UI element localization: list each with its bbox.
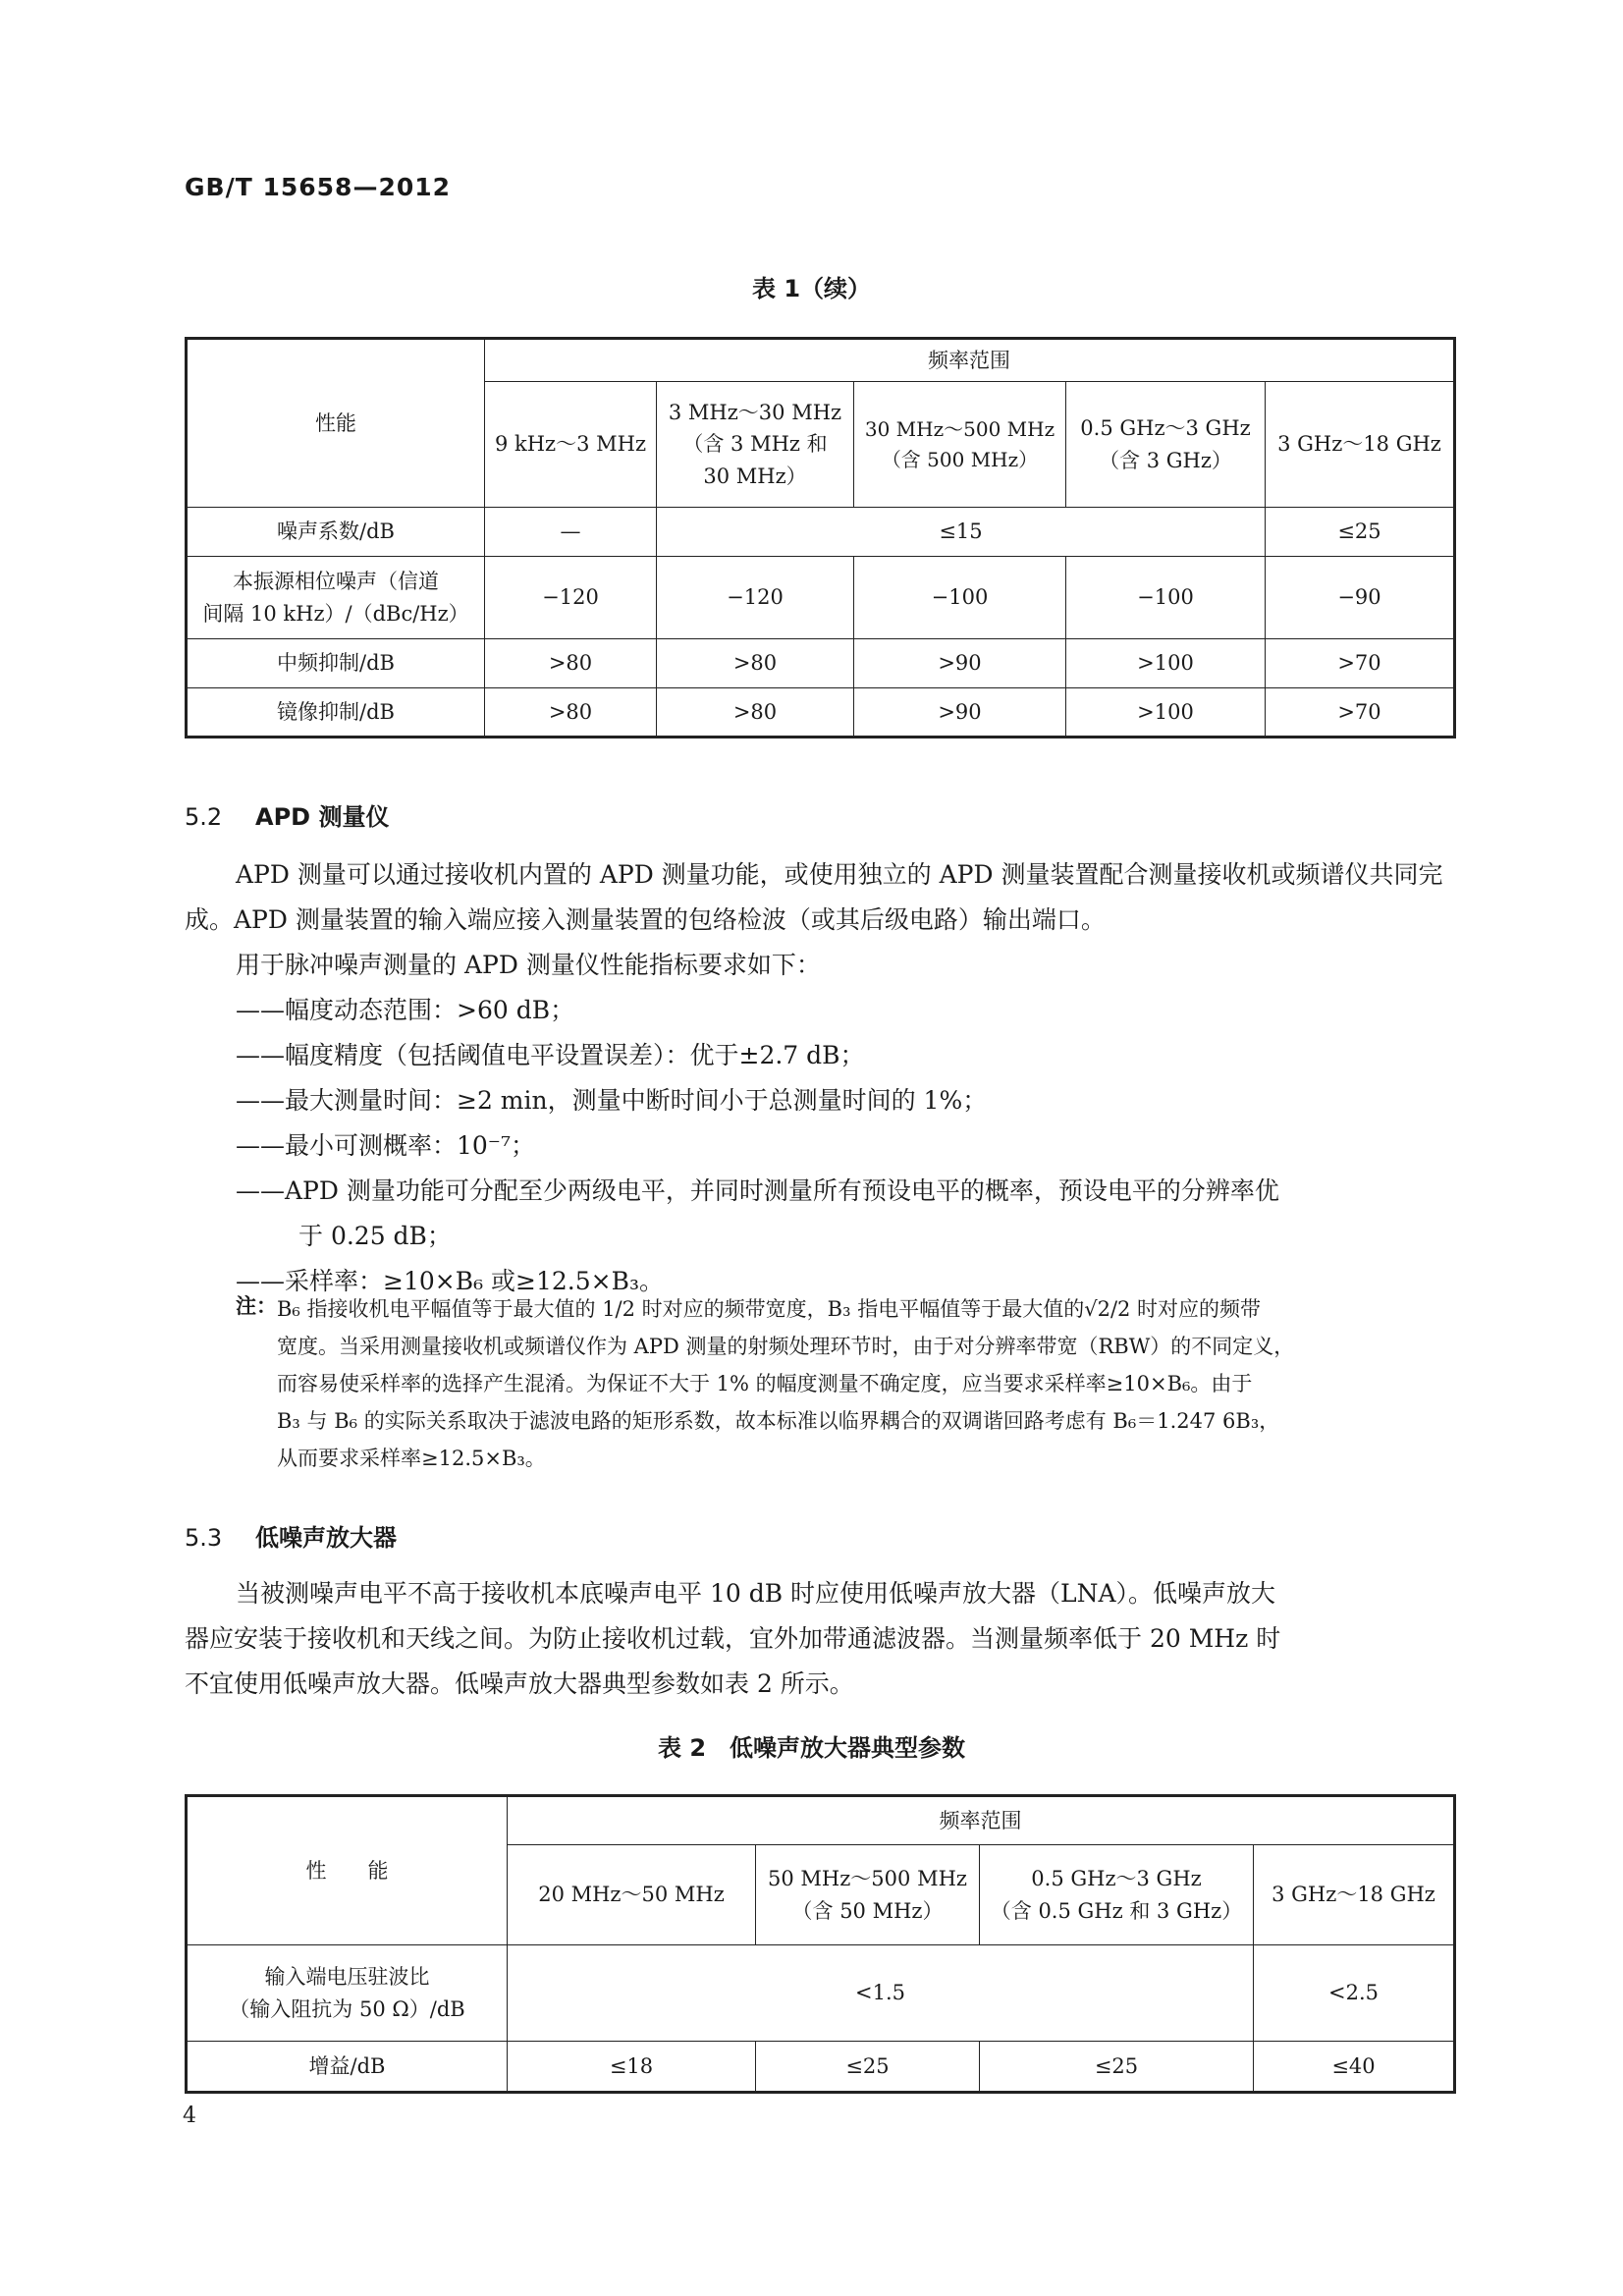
para-line: 器应安装于接收机和天线之间。为防止接收机过载，宜外加带通滤波器。当测量频率低于 20 MHz 时 — [185, 1624, 1281, 1653]
table2-caption: 表 2 低噪声放大器典型参数 — [657, 1734, 966, 1762]
table1-row-label: 噪声系数/dB — [187, 508, 485, 557]
table1-perf-header: 性能 — [187, 339, 485, 508]
section-title: APD 测量仪 — [255, 803, 390, 831]
table1-cell: >80 — [485, 688, 657, 738]
note-line: B₆ 指接收机电平幅值等于最大值的 1/2 时对应的频带宽度，B₃ 指电平幅值等于最大值的√2/2 时对应的频带 — [277, 1297, 1262, 1321]
table1-col-5: 3 GHz～18 GHz — [1266, 382, 1455, 508]
table1-cell: −100 — [1066, 557, 1266, 639]
apd-requirements-list — [236, 988, 1453, 1304]
page-number: 4 — [183, 2104, 196, 2128]
list-item: ——采样率：≥10×B₆ 或≥12.5×B₃。 — [236, 1267, 664, 1295]
table1-col-4: 0.5 GHz～3 GHz （含 3 GHz） — [1066, 382, 1266, 508]
table1-row-label: 本振源相位噪声（信道 间隔 10 kHz）/（dBc/Hz） — [187, 557, 485, 639]
table2-col-3: 0.5 GHz～3 GHz （含 0.5 GHz 和 3 GHz） — [980, 1845, 1254, 1945]
table2-col-2: 50 MHz～500 MHz （含 50 MHz） — [756, 1845, 980, 1945]
table1-cell: >80 — [657, 639, 854, 688]
list-item: ——最大测量时间：≥2 min，测量中断时间小于总测量时间的 1%； — [236, 1086, 988, 1115]
section-5-3-heading — [185, 1518, 397, 1553]
table2-perf-header: 性 能 — [187, 1796, 508, 1945]
para-line: 不宜使用低噪声放大器。低噪声放大器典型参数如表 2 所示。 — [185, 1669, 854, 1698]
note-line: B₃ 与 B₆ 的实际关系取决于滤波电路的矩形系数，故本标准以临界耦合的双调谐回路考虑有 B₆＝1.247 6B₃， — [277, 1409, 1280, 1433]
table1-cell: >100 — [1066, 688, 1266, 738]
table1-cell: >90 — [854, 688, 1066, 738]
standard-code: GB/T 15658—2012 — [185, 173, 452, 201]
note-label: 注： — [236, 1294, 277, 1318]
table2-cell: ≤25 — [756, 2042, 980, 2093]
list-item: ——最小可测概率：10⁻⁷； — [236, 1131, 536, 1160]
table2-cell: ≤40 — [1254, 2042, 1455, 2093]
table1-cell: >70 — [1266, 688, 1455, 738]
table2-row-label: 增益/dB — [187, 2042, 508, 2093]
table2-cell: <1.5 — [508, 1945, 1254, 2042]
table1-cell: >70 — [1266, 639, 1455, 688]
table1-cell: −90 — [1266, 557, 1455, 639]
list-item: ——APD 测量功能可分配至少两级电平，并同时测量所有预设电平的概率，预设电平的分辨率优 — [236, 1176, 1279, 1205]
table1-cell: ≤25 — [1266, 508, 1455, 557]
table1-cell: >80 — [657, 688, 854, 738]
table1 — [185, 337, 1456, 738]
table1-row-label: 镜像抑制/dB — [187, 688, 485, 738]
section-number: 5.3 — [185, 1524, 223, 1552]
section-number: 5.2 — [185, 803, 223, 831]
table2 — [185, 1794, 1456, 2094]
para-line: 当被测噪声电平不高于接收机本底噪声电平 10 dB 时应使用低噪声放大器（LNA）。低噪声放大 — [236, 1579, 1276, 1608]
table2-cell: ≤18 — [508, 2042, 756, 2093]
table1-cell: −120 — [485, 557, 657, 639]
table1-col-1: 9 kHz～3 MHz — [485, 382, 657, 508]
table1-cell: −100 — [854, 557, 1066, 639]
section-5-2-para1: APD 测量可以通过接收机内置的 APD 测量功能，或使用独立的 APD 测量装置配合测量接收机或频谱仪共同完成。APD 测量装置的输入端应接入测量装置的包络检波（或其后级电路）输出端口。 — [185, 860, 1443, 934]
table2-col-4: 3 GHz～18 GHz — [1254, 1845, 1455, 1945]
table2-cell: ≤25 — [980, 2042, 1254, 2093]
table1-freq-header: 频率范围 — [485, 339, 1455, 382]
section-5-2-heading — [185, 797, 389, 832]
table1-col-2: 3 MHz～30 MHz （含 3 MHz 和 30 MHz） — [657, 382, 854, 508]
section-5-2-para2: 用于脉冲噪声测量的 APD 测量仪性能指标要求如下： — [236, 951, 821, 979]
list-item: 于 0.25 dB； — [298, 1222, 452, 1250]
table2-col-1: 20 MHz～50 MHz — [508, 1845, 756, 1945]
note-body — [277, 1290, 1483, 1477]
note-line: 宽度。当采用测量接收机或频谱仪作为 APD 测量的射频处理环节时，由于对分辨率带宽（RBW）的不同定义， — [277, 1335, 1295, 1358]
table1-cell: ≤15 — [657, 508, 1266, 557]
table1-cell: >80 — [485, 639, 657, 688]
table2-cell: <2.5 — [1254, 1945, 1455, 2042]
table1-cell: >90 — [854, 639, 1066, 688]
note-line: 而容易使采样率的选择产生混淆。为保证不大于 1% 的幅度测量不确定度，应当要求采样率≥10×B₆。由于 — [277, 1372, 1253, 1395]
table1-cell: >100 — [1066, 639, 1266, 688]
note-line: 从而要求采样率≥12.5×B₃。 — [277, 1447, 546, 1470]
list-item: ——幅度精度（包括阈值电平设置误差）：优于±2.7 dB； — [236, 1041, 865, 1069]
table2-row-label: 输入端电压驻波比 （输入阻抗为 50 Ω）/dB — [187, 1945, 508, 2042]
table1-col-3: 30 MHz～500 MHz （含 500 MHz） — [854, 382, 1066, 508]
table2-freq-header: 频率范围 — [508, 1796, 1455, 1845]
list-item: ——幅度动态范围：>60 dB； — [236, 996, 575, 1024]
table1-row-label: 中频抑制/dB — [187, 639, 485, 688]
section-5-3-para — [185, 1571, 1451, 1707]
table1-cell: −120 — [657, 557, 854, 639]
table1-caption: 表 1（续） — [751, 275, 872, 302]
section-title: 低噪声放大器 — [255, 1524, 397, 1552]
table1-cell: — — [485, 508, 657, 557]
